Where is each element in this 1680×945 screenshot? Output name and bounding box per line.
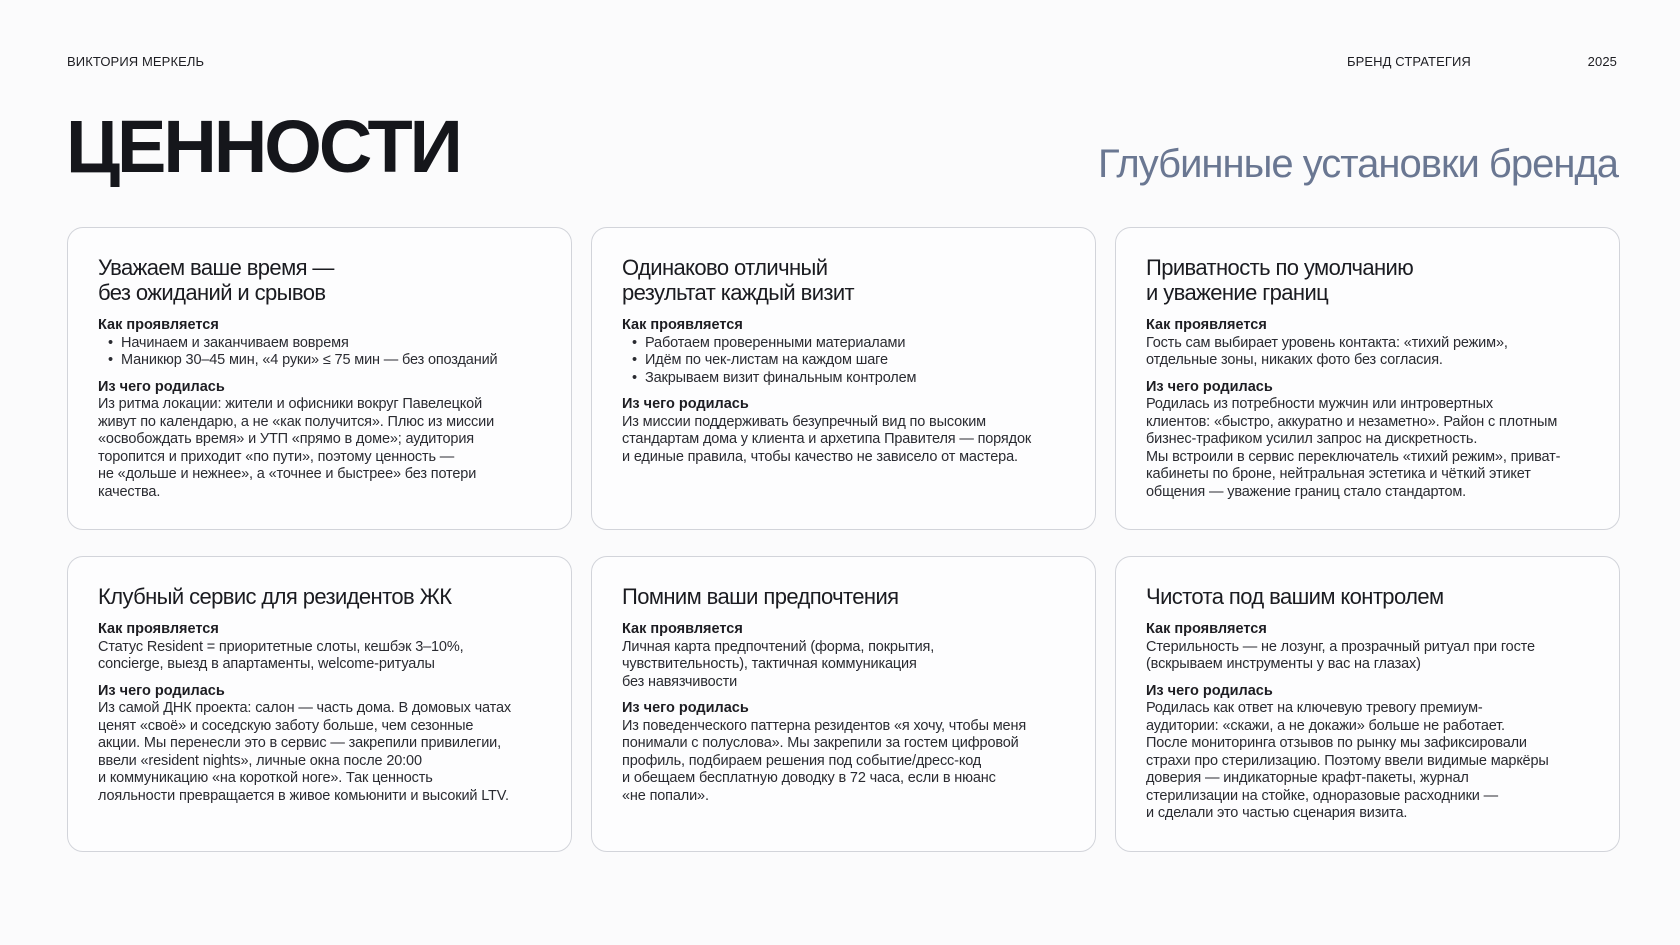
how-list bbox=[622, 335, 1067, 388]
card-title: Клубный сервис для резидентов ЖК bbox=[98, 584, 452, 609]
list-item: • Работаем проверенными материалами bbox=[632, 335, 1067, 353]
origin-text: Из миссии поддерживать безупречный вид по высоким стандартам дома у клиента и архетипа Правителя — порядок и единые правила, чтобы качество не зависело от мастера. bbox=[622, 413, 1032, 465]
origin-text: Из самой ДНК проекта: салон — часть дома. В домовых чатах ценят «своё» и соседскую заботу больше, чем сезонные акции. Мы перенесли это в сервис — закрепили привилегии, ввели «resident nights», личные окна после 20:00 и коммуникацию «на короткой ноге». Так ценность лояльности превращается в живое комьюнити и высокий LTV. bbox=[98, 700, 511, 804]
origin-text: Родилась как ответ на ключевую тревогу премиум- аудитории: «скажи, а не докажи» больше не работает. После мониторинга отзывов по рынку мы зафиксировали страхи про стерилизацию. Поэтому ввели видимые маркёры доверия — индикаторные крафт-пакеты, журнал стерилизации на стойке, одноразовые расходники — и сделали это частью сценария визита. bbox=[1146, 700, 1549, 821]
year: 2025 bbox=[1587, 54, 1617, 69]
how-list bbox=[98, 335, 543, 370]
origin-text: Из ритма локации: жители и офисники вокруг Павелецкой живут по календарю, а не «как получится». Плюс из миссии «освобождать время» и УТП «прямо в доме»; аудитория торопится и приходит «по пути», поэтому ценность — не «дольше и нежнее», а «точнее и быстрее» без потери качества. bbox=[98, 396, 495, 500]
how-label: Как проявляется bbox=[1146, 317, 1267, 333]
how-text: Статус Resident = приоритетные слоты, кешбэк 3–10%, concierge, выезд в апартаменты, welcome-ритуалы bbox=[98, 638, 464, 672]
top-bar bbox=[67, 54, 1617, 74]
page-subtitle: Глубинные установки бренда bbox=[1097, 142, 1618, 186]
how-text: Личная карта предпочтений (форма, покрытия, чувствительность), тактичная коммуникация без навязчивости bbox=[622, 638, 935, 690]
card-title: Приватность по умолчанию и уважение границ bbox=[1146, 255, 1414, 305]
page-title: ЦЕННОСТИ bbox=[66, 105, 460, 188]
section-name: БРЕНД СТРАТЕГИЯ bbox=[1347, 54, 1471, 69]
origin-label: Из чего родилась bbox=[622, 700, 749, 716]
list-item: • Закрываем визит финальным контролем bbox=[632, 370, 1067, 388]
how-label: Как проявляется bbox=[622, 621, 743, 637]
card-title: Чистота под вашим контролем bbox=[1146, 584, 1444, 609]
card-title: Помним ваши предпочтения bbox=[622, 584, 899, 609]
card-title: Одинаково отличный результат каждый визит bbox=[622, 255, 855, 305]
list-item: • Идём по чек-листам на каждом шаге bbox=[632, 352, 1067, 370]
how-text: Гость сам выбирает уровень контакта: «тихий режим», отдельные зоны, никаких фото без согласия. bbox=[1146, 334, 1508, 368]
how-label: Как проявляется bbox=[1146, 621, 1267, 637]
card-title: Уважаем ваше время — без ожиданий и срывов bbox=[98, 255, 334, 305]
origin-label: Из чего родилась bbox=[1146, 682, 1273, 699]
origin-text: Родилась из потребности мужчин или интровертных клиентов: «быстро, аккуратно и незаметно». Район с плотным бизнес-трафиком усилил запрос на дискретность. Мы встроили в сервис переключатель «тихий режим», приват- кабинеты по броне, нейтральная эстетика и чёткий этикет общения — уважение границ стало стандартом. bbox=[1146, 396, 1561, 500]
values-grid bbox=[67, 227, 1620, 852]
origin-label: Из чего родилась bbox=[98, 682, 225, 699]
author-name: ВИКТОРИЯ МЕРКЕЛЬ bbox=[67, 54, 205, 69]
origin-label: Из чего родилась bbox=[1146, 378, 1273, 395]
origin-text: Из поведенческого паттерна резидентов «я хочу, чтобы меня понимали с полуслова». Мы закрепили за гостем цифровой профиль, подбираем решения под событие/дресс-код и обещаем бесплатную доводку в 72 часа, если в нюанс «не попали». bbox=[622, 717, 1027, 804]
value-card-time bbox=[67, 227, 572, 530]
how-label: Как проявляется bbox=[98, 317, 219, 333]
list-item: • Начинаем и заканчиваем вовремя bbox=[108, 335, 543, 353]
value-card-privacy bbox=[1115, 227, 1620, 530]
origin-label: Из чего родилась bbox=[622, 396, 749, 412]
value-card-cleanliness bbox=[1115, 556, 1620, 852]
origin-label: Из чего родилась bbox=[98, 378, 225, 395]
value-card-preferences bbox=[591, 556, 1096, 852]
value-card-result bbox=[591, 227, 1096, 530]
value-card-club bbox=[67, 556, 572, 852]
how-text: Стерильность — не лозунг, а прозрачный ритуал при госте (вскрываем инструменты у вас на глазах) bbox=[1146, 638, 1535, 672]
how-label: Как проявляется bbox=[622, 317, 743, 333]
list-item: • Маникюр 30–45 мин, «4 руки» ≤ 75 мин — без опозданий bbox=[108, 352, 543, 370]
how-label: Как проявляется bbox=[98, 621, 219, 637]
